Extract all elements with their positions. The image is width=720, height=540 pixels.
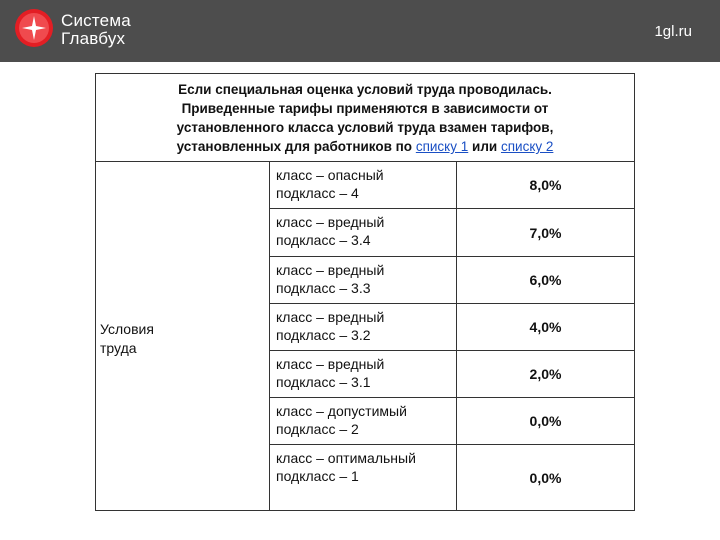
class-name: класс – вредный — [276, 356, 385, 372]
subclass-name: подкласс – 3.4 — [276, 232, 371, 248]
rate-cell: 8,0% — [456, 162, 634, 208]
table-row — [270, 445, 634, 510]
top-bar — [0, 0, 720, 62]
list-1-link[interactable]: списку 1 — [415, 139, 469, 154]
title-line-2: Приведенные тарифы применяются в зависимости от — [181, 101, 549, 116]
brand-line-1: Система — [61, 11, 131, 30]
rate-cell: 2,0% — [456, 351, 634, 397]
title-line-4 — [96, 137, 634, 156]
subclass-name: подкласс – 3.2 — [276, 327, 371, 343]
left-label-line-1: Условия — [100, 321, 154, 337]
left-label-line-2: труда — [100, 340, 137, 356]
title-line-4-middle: или — [472, 139, 498, 154]
class-cell — [276, 213, 384, 249]
table-row — [270, 351, 634, 398]
list-2-link[interactable]: списку 2 — [500, 139, 554, 154]
rate-cell: 7,0% — [456, 209, 634, 256]
tariff-table — [95, 73, 635, 511]
table-title — [96, 74, 634, 162]
subclass-name: подкласс – 2 — [276, 421, 359, 437]
class-cell — [276, 449, 416, 485]
subclass-name: подкласс – 3.1 — [276, 374, 371, 390]
rate-cell: 4,0% — [456, 304, 634, 350]
rate-cell: 0,0% — [456, 398, 634, 444]
subclass-name: подкласс – 4 — [276, 185, 359, 201]
site-link[interactable]: 1gl.ru — [654, 23, 692, 40]
class-cell — [276, 402, 407, 438]
rate-cell: 6,0% — [456, 257, 634, 303]
subclass-name: подкласс – 1 — [276, 468, 359, 484]
class-cell — [276, 308, 384, 344]
table-row — [270, 304, 634, 351]
class-name: класс – опасный — [276, 167, 384, 183]
title-line-4-prefix: установленных для работников по — [176, 139, 413, 154]
class-cell — [276, 355, 384, 391]
class-name: класс – вредный — [276, 214, 385, 230]
table-row — [270, 398, 634, 445]
working-conditions-cell — [96, 162, 270, 510]
table-row — [270, 209, 634, 257]
brand-line-2: Главбух — [61, 29, 126, 48]
brand-name — [61, 12, 131, 48]
logo-icon — [14, 8, 54, 48]
class-cell — [276, 261, 384, 297]
title-line-3: установленного класса условий труда взамен тарифов, — [176, 120, 554, 135]
rate-cell: 0,0% — [456, 445, 634, 510]
class-cell — [276, 166, 384, 202]
class-name: класс – вредный — [276, 309, 385, 325]
class-name: класс – допустимый — [276, 403, 407, 419]
table-row — [270, 162, 634, 209]
subclass-name: подкласс – 3.3 — [276, 280, 371, 296]
class-name: класс – вредный — [276, 262, 385, 278]
class-name: класс – оптимальный — [276, 450, 416, 466]
title-line-1: Если специальная оценка условий труда проводилась. — [178, 82, 552, 97]
working-conditions-label — [100, 320, 154, 358]
table-row — [270, 257, 634, 304]
